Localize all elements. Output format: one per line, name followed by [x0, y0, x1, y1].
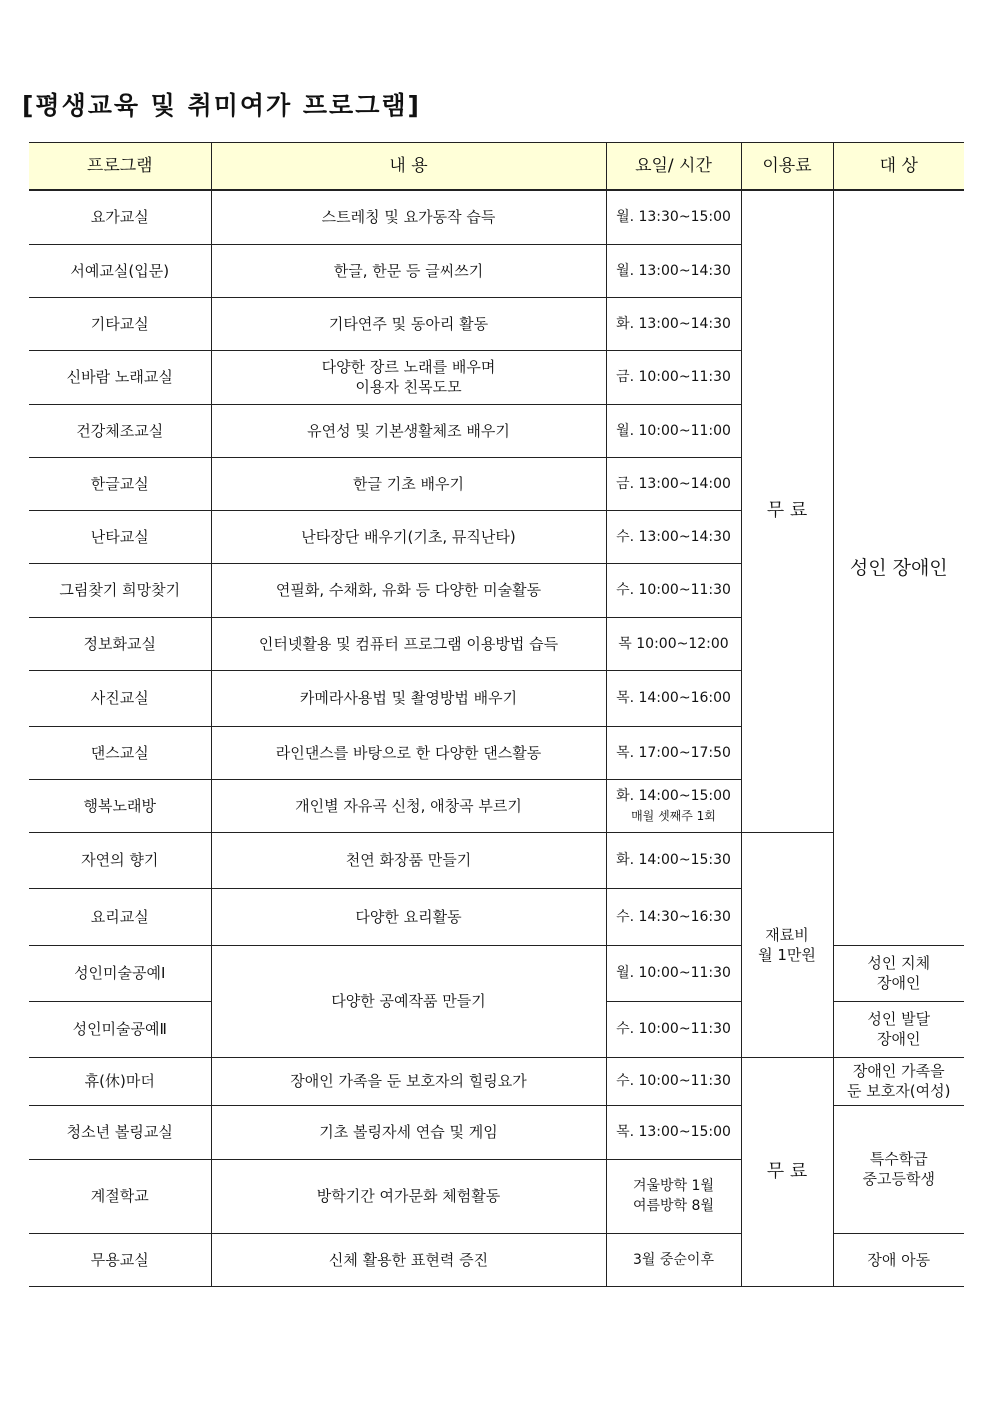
- program-content: 다양한 요리활동: [211, 888, 606, 945]
- program-content-line1: 다양한 장르 노래를 배우며: [321, 358, 496, 376]
- table-row: [29, 832, 964, 888]
- program-name: 휴(休)마더: [29, 1057, 211, 1105]
- program-name: 청소년 볼링교실: [29, 1105, 211, 1159]
- program-table: [29, 142, 964, 1287]
- program-time: 3월 중순이후: [606, 1233, 741, 1286]
- header-target: 대 상: [833, 143, 964, 191]
- program-time: 월. 13:00~14:30: [606, 244, 741, 297]
- table-row: [29, 190, 964, 244]
- page-title: [평생교육 및 취미여가 프로그램]: [22, 91, 421, 120]
- program-name: 무용교실: [29, 1233, 211, 1286]
- program-name: 신바람 노래교실: [29, 350, 211, 404]
- target-line2: 장애인: [877, 1030, 921, 1048]
- header-program: 프로그램: [29, 143, 211, 191]
- program-time: 금. 13:00~14:00: [606, 457, 741, 510]
- program-name: 행복노래방: [29, 779, 211, 832]
- program-content: 신체 활용한 표현력 증진: [211, 1233, 606, 1286]
- program-name: 요리교실: [29, 888, 211, 945]
- program-content: 장애인 가족을 둔 보호자의 힐링요가: [211, 1057, 606, 1105]
- program-content: 난타장단 배우기(기초, 뮤직난타): [211, 510, 606, 563]
- program-content: 다양한 공예작품 만들기: [211, 945, 606, 1057]
- fee-material-line2: 월 1만원: [758, 945, 816, 964]
- program-name: 건강체조교실: [29, 404, 211, 457]
- fee-free-cell-2: 무 료: [741, 1057, 833, 1286]
- program-content: 연필화, 수채화, 유화 등 다양한 미술활동: [211, 563, 606, 617]
- program-time: 화. 14:00~15:30: [606, 832, 741, 888]
- program-time: 목. 13:00~15:00: [606, 1105, 741, 1159]
- program-content: [211, 350, 606, 404]
- program-content: 기타연주 및 동아리 활동: [211, 297, 606, 350]
- program-name: 정보화교실: [29, 617, 211, 670]
- program-name: 한글교실: [29, 457, 211, 510]
- header-row: [29, 143, 964, 191]
- program-content: 스트레칭 및 요가동작 습득: [211, 190, 606, 244]
- program-content: 방학기간 여가문화 체험활동: [211, 1159, 606, 1233]
- target-line1: 성인 발달: [867, 1010, 931, 1028]
- program-name: 댄스교실: [29, 726, 211, 779]
- fee-material-cell: [741, 832, 833, 1057]
- program-name: 그림찾기 희망찾기: [29, 563, 211, 617]
- program-time: 월. 13:30~15:00: [606, 190, 741, 244]
- program-time-line2: 매월 셋째주 1회: [631, 808, 716, 823]
- program-content: 한글 기초 배우기: [211, 457, 606, 510]
- program-content-line2: 이용자 친목도모: [355, 378, 462, 396]
- fee-material-line1: 재료비: [765, 925, 809, 944]
- program-name: 요가교실: [29, 190, 211, 244]
- table-row: [29, 1057, 964, 1105]
- target-line2: 둔 보호자(여성): [847, 1082, 951, 1100]
- target-child: 장애 아동: [833, 1233, 964, 1286]
- program-name: 사진교실: [29, 670, 211, 726]
- header-content: 내 용: [211, 143, 606, 191]
- program-time: 월. 10:00~11:00: [606, 404, 741, 457]
- target-developmental-disabled: [833, 1001, 964, 1057]
- program-name: 기타교실: [29, 297, 211, 350]
- program-time-line2: 여름방학 8월: [633, 1198, 714, 1214]
- program-time: [606, 779, 741, 832]
- program-content: 유연성 및 기본생활체조 배우기: [211, 404, 606, 457]
- program-name: 서예교실(입문): [29, 244, 211, 297]
- target-line2: 장애인: [877, 974, 921, 992]
- target-adult-disabled: 성인 장애인: [833, 190, 964, 945]
- target-line1: 장애인 가족을: [852, 1062, 945, 1080]
- program-content: 한글, 한문 등 글씨쓰기: [211, 244, 606, 297]
- program-name: 계절학교: [29, 1159, 211, 1233]
- header-time: 요일/ 시간: [606, 143, 741, 191]
- program-time: 금. 10:00~11:30: [606, 350, 741, 404]
- program-time: 목 10:00~12:00: [606, 617, 741, 670]
- program-time: 수. 10:00~11:30: [606, 563, 741, 617]
- program-name: 성인미술공예Ⅱ: [29, 1001, 211, 1057]
- program-time: 수. 10:00~11:30: [606, 1057, 741, 1105]
- program-content: 라인댄스를 바탕으로 한 다양한 댄스활동: [211, 726, 606, 779]
- target-special-class: [833, 1105, 964, 1233]
- header-fee: 이용료: [741, 143, 833, 191]
- program-time-line1: 화. 14:00~15:00: [616, 787, 731, 804]
- fee-free-cell: 무 료: [741, 190, 833, 832]
- program-time: 수. 13:00~14:30: [606, 510, 741, 563]
- target-line1: 성인 지체: [867, 954, 931, 972]
- program-time: 수. 10:00~11:30: [606, 1001, 741, 1057]
- program-time: 월. 10:00~11:30: [606, 945, 741, 1001]
- target-line1: 특수학급: [869, 1150, 928, 1168]
- program-time: 화. 13:00~14:30: [606, 297, 741, 350]
- program-content: 인터넷활용 및 컴퓨터 프로그램 이용방법 습득: [211, 617, 606, 670]
- program-content: 개인별 자유곡 신청, 애창곡 부르기: [211, 779, 606, 832]
- target-family: [833, 1057, 964, 1105]
- program-content: 기초 볼링자세 연습 및 게임: [211, 1105, 606, 1159]
- program-content: 천연 화장품 만들기: [211, 832, 606, 888]
- program-name: 난타교실: [29, 510, 211, 563]
- program-time-line1: 겨울방학 1월: [633, 1178, 714, 1194]
- target-physical-disabled: [833, 945, 964, 1001]
- program-content: 카메라사용법 및 촬영방법 배우기: [211, 670, 606, 726]
- program-time: [606, 1159, 741, 1233]
- program-name: 자연의 향기: [29, 832, 211, 888]
- program-time: 목. 17:00~17:50: [606, 726, 741, 779]
- program-name: 성인미술공예Ⅰ: [29, 945, 211, 1001]
- program-time: 목. 14:00~16:00: [606, 670, 741, 726]
- target-line2: 중고등학생: [862, 1170, 935, 1188]
- program-time: 수. 14:30~16:30: [606, 888, 741, 945]
